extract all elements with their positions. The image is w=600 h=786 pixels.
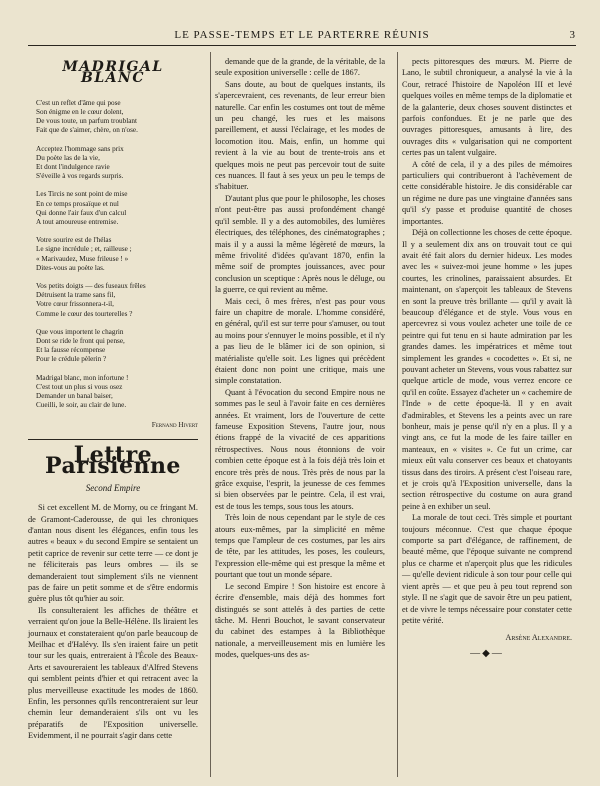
verse-line: Le signe incrédule ; et, railleuse ; — [36, 245, 132, 254]
paragraph: Sans doute, au bout de quelques instants, ils s'apercevraient, ces revenants, de leur erreur bien naturelle. Car enfin les costumes ont tout de même un peu changé, les rues et les maisons pareillement, et aussi l'éclairage, et les modes de locomotion itou. Mais, enfin, un homme qui revient à la vie au bout de trente-trois ans et quelques mois ne peut pas percevoir tout de suite ces nuances. Il faut à ses yeux un peu le temps de s'habituer. — [215, 79, 385, 192]
verse-line: Que vous importent le chagrin — [36, 327, 124, 336]
madrigal-stanza — [28, 236, 198, 273]
section-divider — [28, 439, 198, 440]
verse-line: Pour le crédule pèlerin ? — [36, 355, 107, 364]
paragraph: A côté de cela, il y a des piles de mémoires particuliers qui contribueront à l'achèvement de cette considérable histoire. Je dis considérable car un régime ne dure pas une vingtaine d'années sans qu'il s'y passe et produise quantité de choses importantes. — [402, 159, 572, 226]
verse-line: De vous toute, un parfum troublant — [36, 117, 138, 126]
verse-line: S'éveille à vos regards surpris. — [36, 172, 124, 181]
verse-line: C'est tout un plus si vous osez — [36, 382, 123, 391]
madrigal-title: MADRIGAL BLANC — [62, 59, 164, 87]
paragraph: Très loin de nous cependant par le style de ces atours eux-mêmes, par la simplicité en même temps que l'ampleur de ces costumes, par les airs de tête, par les attitudes, les poses, les couleurs, l'expression elle-même qui est presque la même et pourtant que tout un monde sépare. — [215, 513, 385, 580]
column-2 — [215, 56, 385, 661]
paragraph: La morale de tout ceci. Très simple et pourtant toujours méconnue. C'est que chaque époque comporte sa part d'élégance, de raffinement, de beauté même, que l'époque suivante ne comprend plus ce charme et n'aperçoit plus que les ridicules — qu'elle devient ridicule à son tour pour celle qui vient après — et que peu à peu tout reprend son style. Il ne s'agit que de savoir être un peu patient, et de vivre le temps nécessaire pour constater cette petite vérité. — [402, 513, 572, 625]
verse-line: Dont se ride le front qui pense, — [36, 337, 125, 346]
verse-line: Demander un banal baiser, — [36, 392, 113, 401]
madrigal-stanza — [28, 374, 198, 411]
lettre-subtitle: Second Empire — [85, 482, 141, 493]
madrigal-stanza — [28, 99, 198, 136]
column-rule-1 — [210, 52, 211, 777]
madrigal-stanza — [28, 328, 198, 365]
madrigal-stanza — [28, 145, 198, 182]
verse-line: Détruisent la trame sans fil, — [36, 291, 116, 300]
verse-line: Votre cœur frissonnera-t-il, — [36, 300, 114, 309]
verse-line: En ce temps prosaïque et nul — [36, 199, 119, 208]
header-title: LE PASSE-TEMPS ET LE PARTERRE RÉUNIS — [174, 29, 430, 41]
verse-line: Et dont l'indulgence ravie — [36, 163, 110, 172]
article-author: Arsène Alexandre. — [505, 633, 572, 643]
verse-line: Son énigme en le cœur dolent, — [36, 108, 124, 117]
madrigal-stanza — [28, 190, 198, 227]
column-3-text — [402, 56, 572, 626]
verse-line: « Marivaudez, Muse frileuse ! » — [36, 254, 129, 263]
column-2-text — [215, 56, 385, 661]
verse-line: Les Tircis ne sont point de mise — [36, 190, 128, 199]
verse-line: Du poète las de la vie, — [36, 153, 100, 162]
paragraph: Mais ceci, ô mes frères, n'est pas pour vous faire un chapitre de morale. L'homme considéré, en général, qu'il est sur terre pour s'amuser, ou tout au moins pour s'ennuyer le moins possible, et il n'y a pas lieu de le blâmer ici de son opinion, si matérialiste qu'elle soit. Les lignes qui précèdent étaient donc non point une critique, mais une simple constatation. — [215, 296, 385, 386]
verse-line: Comme le cœur des tourterelles ? — [36, 309, 133, 318]
verse-line: Qui donne l'air faux d'un calcul — [36, 208, 127, 217]
column-rule-2 — [397, 52, 398, 777]
verse-line: A tout amoureuse entremise. — [36, 218, 119, 227]
end-ornament: —◆— — [470, 647, 504, 659]
verse-line: Cueilli, le soir, au clair de lune. — [36, 401, 127, 410]
madrigal-stanza — [28, 282, 198, 319]
page-header — [28, 29, 576, 41]
header-rule — [28, 45, 576, 46]
paragraph: Ils consulteraient les affiches de théâtre et verraient qu'on joue la Belle-Hélène. Ils liraient les journaux et constateraient qu'on parle beaucoup de Meilhac et d'Halévy. Ils s'en iraient faire un petit tour sur les quais, entreraient à l'École des Beaux-Arts et savoureraient les tableaux d'Alfred Stevens qui semblent peints d'hier et qui retracent avec la plus merveilleuse exactitude les modes de 1860. Enfin, les personnes qu'ils rencontreraient sur leur chemin leur demanderaient s'ils ont vu les préparatifs de l'Exposition universelle. Evidemment, il ne pourrait s'agir dans cette — [28, 605, 198, 741]
column-3 — [402, 56, 572, 659]
page-number: 3 — [569, 29, 576, 41]
verse-line: Votre sourire est de l'hélas — [36, 236, 112, 245]
verse-line: Et la fausse récompense — [36, 346, 106, 355]
paragraph: demande que de la grande, de la véritable, de la seule exposition universelle : celle de 1867. — [215, 57, 385, 78]
verse-line: C'est un reflet d'âme qui pose — [36, 98, 121, 107]
verse-line: Dites-vous au poète las. — [36, 263, 105, 272]
madrigal-signature: Fernand Hivert — [151, 420, 198, 429]
paragraph: Le second Empire ! Son histoire est encore à écrire d'ensemble, mais déjà des hommes fort distingués se sont attelés à des parties de cette tâche. M. Henri Bouchot, le savant conservateur du cabinet des estampes à la Bibliothèque nationale, a merveilleusement mis en lumière les modes, quelques-uns des as- — [215, 581, 385, 660]
paragraph: D'autant plus que pour le philosophe, les choses n'ont peut-être pas aussi profondément changé qu'il semble. Il y a des automobiles, des lumières électriques, des téléphones, des cinématographes ; mais il y a aussi la même légèreté de mœurs, la même frivolité d'idées qu'avant 1870, enfin la même soif de promptes jouissances, avec pour conclusion un sceptique : Après nous le déluge, ou la guerre, ce qui revient au même. — [215, 193, 385, 295]
verse-line: Madrigal blanc, mon infortune ! — [36, 373, 129, 382]
verse-line: Acceptez l'hommage sans prix — [36, 144, 124, 153]
paragraph: Si cet excellent M. de Morny, ou ce fringant M. de Gramont-Caderousse, de qui les chroniques d'antan nous disent les élégances, enfin tous les autres « beaux » du second Empire se sentaient un petit caprice de revenir sur cette terre — ce dont je ne féliciterais pas leurs ombres — ils se demanderaient tout simplement s'ils ne viennent pas de faire un petit somme et de s'être endormis guère plus tôt qu'hier au soir. — [28, 503, 198, 604]
paragraph: pects pittoresques des mœurs. M. Pierre de Lano, le subtil chroniqueur, a analysé la vie à la Cour, retracé l'histoire de Napoléon III et levé quelques voiles en même temps de la diplomatie et de la galanterie, deux choses souvent distinctes et parfois confondues. Et je ne parle que des ouvrages pittoresques, amusants à lire, des ouvrages dits « vulgarisation qui ne comportent certes pas un talent vulgaire. — [402, 57, 572, 158]
column-1 — [28, 56, 198, 742]
lettre-title: Lettre Parisienne — [45, 441, 181, 480]
paragraph: Quant à l'évocation du second Empire nous ne sommes pas le seul à l'avoir faite en ces dernières années. Et vraiment, lors de l'ouverture de cette fameuse Exposition Stevens, l'autre jour, nous étions frappé de la vivacité de ces apparitions rétrospectives. Nous nous étonnions de voir combien cette époque est à la fois déjà très loin et encore très près de nous. Très près de nous par la grâce exquise, l'esprit, la jeunesse de ces femmes si bien observées par le peintre. Cela, il est vrai, est de tous les temps, sous tous les atours. — [215, 387, 385, 511]
verse-line: Vos petits doigts — des fuseaux frêles — [36, 282, 146, 291]
column-1-text — [28, 502, 198, 742]
madrigal-stanzas — [28, 99, 198, 411]
paragraph: Déjà on collectionne les choses de cette époque. Il y a seulement dix ans on trouvait tout ce qui avait été fait alors du dernier hideux. Les modes avec les « suivez-moi jeune homme » les jupes courtes, les crinolines, paraissaient absurdes. Et maintenant, on s'aperçoit les tableaux de Stevens en sont la preuve très brillante — qu'il y avait là beaucoup d'élégance et de style. Vous vous en apercevrez si vous voulez acheter une toile de ce peintre qui fut tenu en si haute admiration par les grandes dames. les impératrices et même tout simplement les grandes « cocodettes ». Et si, ne pouvant acheter un Stevens, vous vous rabattez sur quelque article de mode, vous verrez encore ce qu'il en coûte. Essayez d'acheter un « cachemire de l'Inde » de cette époque-là. Il y en avait d'admirables, et Stevens les a peints avec un rare bonheur, mais je pense qu'il n'y en a plus. Il y a vingt ans, ce fut la mode de les faire tailler en manteaux, en « visites ». Ce fut un crime, car mieux eût valu conserver ces beaux et chatoyants tissus dans des tiroirs. A présent c'est l'oiseau rare, et je crois qu'à l'Exposition universelle, dans la section rétrospective du costume on aura grand peine à en exhiber un seul. — [402, 228, 572, 511]
verse-line: Fait que de s'aimer, chère, on n'ose. — [36, 126, 138, 135]
